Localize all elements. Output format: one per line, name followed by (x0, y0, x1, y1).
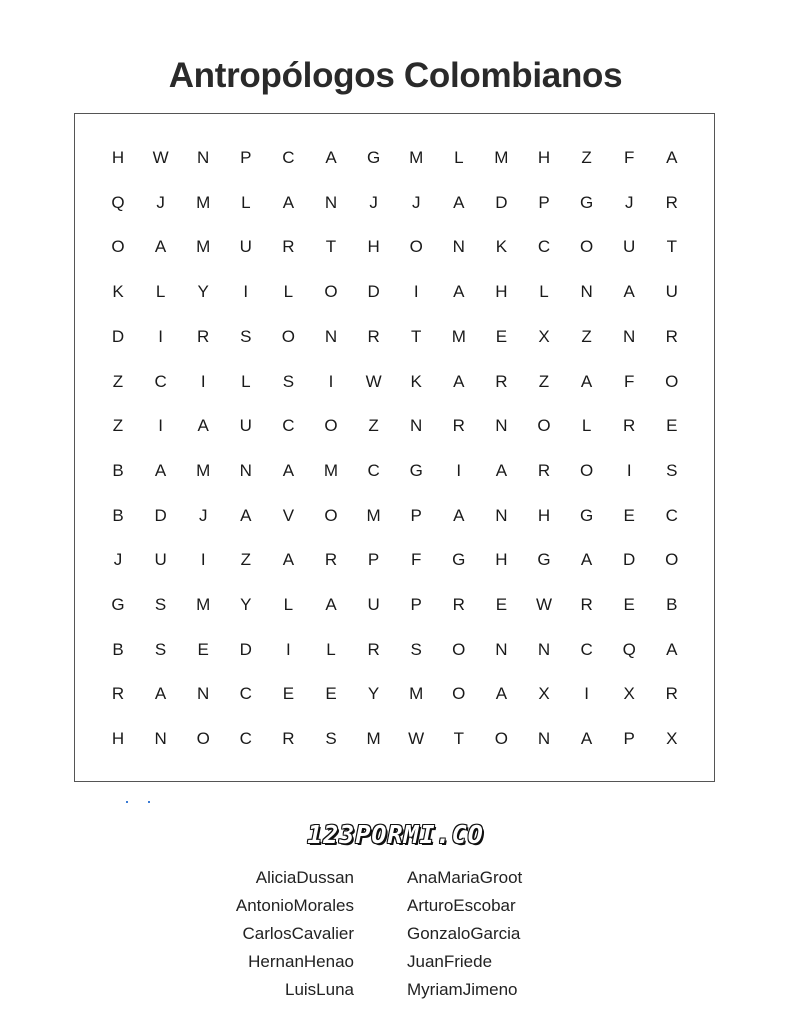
grid-letter: R (623, 416, 636, 436)
grid-letter: O (324, 282, 338, 302)
grid-letter: C (537, 237, 551, 257)
grid-letter: D (367, 282, 380, 302)
grid-letter: A (666, 148, 678, 167)
grid-letter: H (537, 505, 551, 525)
grid-letter: P (410, 505, 422, 525)
page-title: Antropólogos Colombianos (168, 56, 623, 95)
grid-letter: K (495, 237, 508, 257)
grid-letter: O (494, 729, 508, 749)
grid-letter: N (324, 192, 338, 212)
grid-letter: A (623, 282, 635, 302)
grid-letter: T (666, 237, 677, 257)
grid-letter: M (409, 148, 424, 167)
grid-letter: A (325, 595, 337, 614)
grid-letter: A (453, 505, 465, 525)
grid-letter: H (495, 550, 508, 570)
grid-letter: S (240, 326, 252, 346)
grid-letter: Y (197, 282, 209, 302)
grid-letter: D (154, 505, 167, 525)
grid-letter: O (409, 237, 423, 257)
grid-letter: Y (240, 595, 252, 614)
grid-letter: B (666, 595, 678, 614)
site-logo: 123PORMI.CO (307, 820, 484, 849)
grid-letter: M (196, 192, 211, 212)
grid-letter: E (623, 505, 635, 525)
grid-letter: I (286, 639, 291, 659)
grid-letter: P (623, 729, 635, 749)
grid-letter: E (623, 595, 635, 614)
grid-row (75, 506, 714, 526)
grid-row (75, 684, 714, 704)
grid-letter: T (410, 326, 422, 346)
grid-letter: U (154, 550, 167, 570)
grid-letter: V (282, 505, 295, 525)
grid-letter: T (325, 237, 337, 257)
grid-letter: N (324, 326, 338, 346)
grid-letter: J (411, 192, 421, 212)
grid-row (75, 148, 714, 168)
grid-letter: O (452, 684, 466, 704)
grid-letter: S (154, 595, 167, 614)
grid-letter: A (666, 639, 678, 659)
grid-row (75, 282, 714, 302)
grid-row (75, 193, 714, 213)
grid-letter: C (239, 684, 252, 704)
grid-letter: J (369, 192, 378, 212)
grid-letter: R (580, 595, 593, 614)
grid-letter: L (241, 192, 251, 212)
grid-letter: O (579, 237, 594, 257)
grid-letter: P (538, 192, 550, 212)
grid-letter: O (579, 460, 594, 480)
grid-letter: D (623, 550, 636, 570)
grid-letter: N (537, 729, 551, 749)
grid-letter: A (580, 550, 593, 570)
grid-row (75, 237, 714, 257)
grid-letter: E (495, 326, 508, 346)
grid-letter: F (410, 550, 422, 570)
grid-letter: Z (581, 326, 592, 346)
grid-letter: O (324, 416, 338, 436)
grid-letter: A (453, 371, 465, 391)
grid-letter: Z (112, 371, 124, 391)
grid-letter: N (452, 237, 465, 257)
grid-letter: E (666, 416, 678, 436)
grid-letter: R (665, 192, 678, 212)
grid-letter: R (111, 684, 125, 704)
grid-letter: O (452, 639, 466, 659)
grid-letter: Z (240, 550, 251, 570)
grid-letter: M (366, 729, 381, 749)
grid-letter: N (410, 416, 423, 436)
grid-letter: U (239, 237, 252, 257)
grid-letter: C (282, 416, 295, 436)
grid-letter: P (367, 550, 380, 570)
grid-letter: I (328, 371, 334, 391)
grid-letter: E (197, 639, 209, 659)
grid-letter: S (410, 639, 422, 659)
word-list-item: AnaMariaGroot (407, 868, 523, 887)
grid-letter: G (537, 550, 551, 570)
word-list-item: GonzaloGarcia (407, 924, 521, 943)
grid-letter: M (323, 460, 339, 480)
grid-letter: G (579, 505, 594, 525)
grid-letter: C (665, 505, 678, 525)
grid-letter: P (240, 148, 252, 167)
grid-letter: L (581, 416, 592, 436)
grid-letter: R (452, 595, 465, 614)
grid-letter: A (282, 460, 295, 480)
grid-row (75, 550, 714, 570)
grid-letter: L (283, 282, 294, 302)
grid-letter: N (495, 505, 508, 525)
grid-letter: P (410, 595, 422, 614)
grid-letter: R (282, 237, 295, 257)
grid-letter: O (665, 371, 679, 391)
grid-letter: N (623, 326, 636, 346)
grid-letter: C (580, 639, 593, 659)
word-list-item: AliciaDussan (255, 868, 354, 887)
grid-letter: J (113, 550, 123, 570)
grid-letter: O (537, 416, 551, 436)
grid-letter: I (626, 460, 632, 480)
grid-letter: A (325, 148, 337, 167)
grid-letter: S (154, 639, 167, 659)
grid-letter: L (241, 371, 251, 391)
grid-letter: L (454, 148, 464, 167)
grid-letter: G (409, 460, 423, 480)
grid-row (75, 461, 714, 481)
grid-letter: W (365, 371, 382, 391)
grid-letter: M (196, 595, 211, 614)
grid-letter: Q (622, 639, 636, 659)
grid-letter: N (197, 148, 210, 167)
grid-letter: A (282, 192, 295, 212)
word-list-item: LuisLuna (284, 980, 354, 999)
grid-letter: T (453, 729, 464, 749)
grid-letter: L (539, 282, 549, 302)
grid-letter: A (580, 729, 593, 749)
word-list-item: HernanHenao (248, 952, 354, 971)
grid-letter: N (197, 684, 210, 704)
grid-letter: U (665, 282, 678, 302)
grid-letter: A (453, 192, 465, 212)
grid-letter: O (665, 550, 679, 570)
grid-letter: X (623, 684, 635, 704)
grid-letter: E (325, 684, 337, 704)
grid-letter: C (367, 460, 380, 480)
grid-letter: Z (112, 416, 124, 436)
grid-letter: R (367, 326, 380, 346)
grid-letter: Z (368, 416, 379, 436)
grid-letter: H (367, 237, 380, 257)
grid-letter: N (239, 460, 252, 480)
grid-row (75, 640, 714, 660)
grid-letter: A (240, 505, 252, 525)
grid-letter: I (158, 416, 163, 436)
grid-letter: F (623, 371, 635, 391)
grid-letter: G (111, 595, 125, 614)
grid-letter: X (538, 326, 550, 346)
grid-letter: A (495, 684, 508, 704)
grid-row (75, 372, 714, 392)
grid-letter: I (200, 550, 206, 570)
grid-letter: A (282, 550, 295, 570)
grid-letter: S (282, 371, 295, 391)
grid-letter: L (155, 282, 166, 302)
grid-letter: B (112, 460, 124, 480)
grid-row (75, 729, 714, 749)
grid-letter: J (156, 192, 165, 212)
grid-letter: H (111, 729, 125, 749)
grid-letter: W (535, 595, 553, 614)
grid-letter: W (152, 148, 169, 167)
grid-letter: D (111, 326, 125, 346)
grid-letter: O (324, 505, 338, 525)
grid-letter: H (537, 148, 551, 167)
grid-row (75, 595, 714, 615)
grid-letter: S (325, 729, 337, 749)
grid-letter: B (112, 505, 124, 525)
grid-letter: A (495, 460, 508, 480)
grid-letter: S (666, 460, 678, 480)
grid-row (75, 327, 714, 347)
grid-letter: L (326, 639, 336, 659)
grid-letter: L (283, 595, 294, 614)
grid-letter: I (158, 326, 163, 346)
grid-letter: C (239, 729, 252, 749)
grid-letter: R (282, 729, 295, 749)
grid-letter: B (112, 639, 124, 659)
grid-letter: I (243, 282, 249, 302)
grid-letter: M (196, 237, 211, 257)
word-list-item: AntonioMorales (235, 896, 354, 915)
grid-letter: O (111, 237, 125, 257)
grid-letter: R (367, 639, 380, 659)
word-list-item: ArturoEscobar (407, 896, 516, 915)
grid-letter: N (580, 282, 593, 302)
grid-letter: M (366, 505, 381, 525)
word-list-item: MyriamJimeno (407, 980, 518, 999)
grid-letter: N (537, 639, 551, 659)
word-list-item: JuanFriede (407, 952, 493, 971)
grid-letter: M (451, 326, 466, 346)
grid-letter: C (282, 148, 295, 167)
grid-letter: M (409, 684, 424, 704)
grid-letter: I (456, 460, 462, 480)
grid-letter: I (584, 684, 589, 704)
grid-row (75, 416, 714, 436)
grid-letter: H (111, 148, 125, 167)
grid-letter: Z (581, 148, 592, 167)
grid-letter: N (495, 639, 508, 659)
grid-letter: K (410, 371, 422, 391)
grid-letter: I (413, 282, 419, 302)
grid-letter: R (537, 460, 551, 480)
grid-letter: D (495, 192, 508, 212)
grid-letter: O (196, 729, 210, 749)
grid-letter: U (367, 595, 380, 614)
grid-letter: R (452, 416, 465, 436)
grid-letter: F (623, 148, 635, 167)
grid-letter: Y (367, 684, 380, 704)
grid-letter: M (196, 460, 211, 480)
grid-letter: X (538, 684, 550, 704)
grid-letter: N (495, 416, 508, 436)
grid-letter: M (494, 148, 509, 167)
word-list-item: CarlosCavalier (242, 924, 354, 943)
grid-letter: K (112, 282, 124, 302)
grid-letter: J (624, 192, 634, 212)
grid-letter: R (665, 684, 678, 704)
grid-letter: G (452, 550, 466, 570)
grid-letter: A (453, 282, 465, 302)
grid-letter: O (281, 326, 295, 346)
grid-letter: A (154, 237, 167, 257)
grid-letter: N (154, 729, 167, 749)
word-list-right-column (407, 864, 607, 1004)
grid-letter: D (239, 639, 252, 659)
grid-letter: H (495, 282, 508, 302)
grid-letter: E (495, 595, 508, 614)
grid-letter: A (154, 460, 167, 480)
grid-letter: U (239, 416, 252, 436)
grid-letter: Q (111, 192, 125, 212)
grid-letter: G (579, 192, 594, 212)
grid-letter: W (408, 729, 425, 749)
grid-letter: C (154, 371, 167, 391)
grid-letter: E (282, 684, 295, 704)
grid-letter: R (197, 326, 210, 346)
grid-letter: A (197, 416, 209, 436)
grid-letter: A (154, 684, 167, 704)
grid-letter: X (666, 729, 678, 749)
grid-letter: Z (538, 371, 550, 391)
grid-letter: R (495, 371, 508, 391)
grid-letter: J (198, 505, 208, 525)
grid-letter: G (366, 148, 381, 167)
grid-letter: I (200, 371, 206, 391)
word-list-left-column (154, 864, 354, 1004)
word-search-grid (74, 113, 715, 782)
grid-letter: R (665, 326, 678, 346)
grid-letter: U (623, 237, 636, 257)
grid-letter: A (580, 371, 593, 391)
grid-letter: R (324, 550, 338, 570)
